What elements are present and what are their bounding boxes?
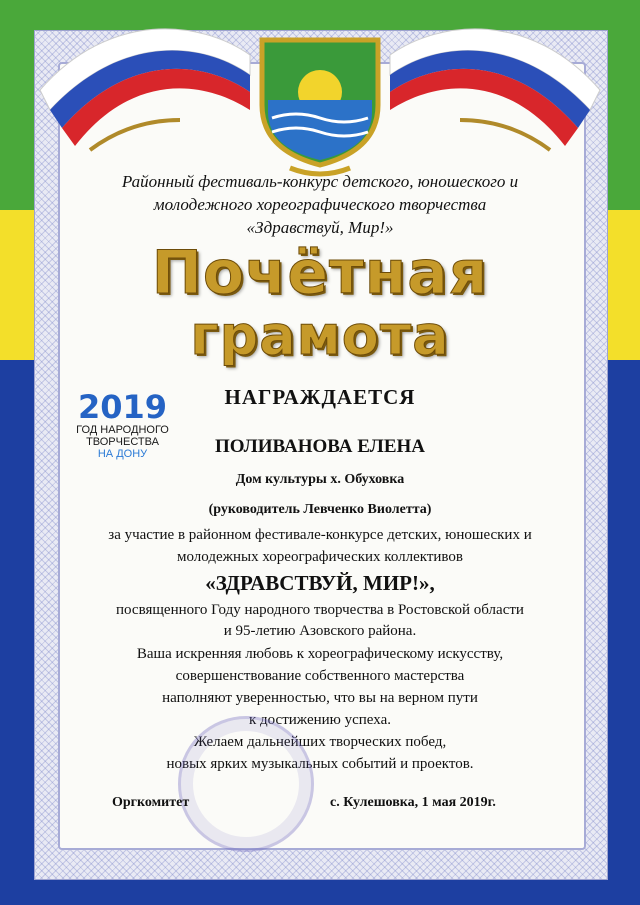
body-text-line-7: наполняют уверенностью, что вы на верном пути <box>162 690 478 706</box>
body-text-line-10: новых ярких музыкальных событий и проектов. <box>166 756 474 772</box>
recipient-organization: Дом культуры х. Обуховка <box>235 472 405 487</box>
logo-line-3: НА ДОНУ <box>97 448 148 460</box>
footer-organizer: Оргкомитет <box>112 795 190 810</box>
logo-year: 2019 <box>77 388 168 426</box>
festival-name: «ЗДРАВСТВУЙ, МИР!», <box>205 571 435 595</box>
festival-title-line-2: молодежного хореографического творчества <box>153 195 487 214</box>
body-text-line-2: молодежных хореографических коллективов <box>177 549 463 565</box>
certificate-title-line-2: грамота <box>190 304 450 367</box>
body-text-line-4: и 95-летию Азовского района. <box>223 623 417 639</box>
recipient-leader: (руководитель Левченко Виолетта) <box>208 502 432 517</box>
body-text-line-5: Ваша искренняя любовь к хореографическому искусству, <box>136 646 504 662</box>
certificate-title-line-1: Почётная <box>151 238 489 308</box>
festival-title-line-3: «Здравствуй, Мир!» <box>246 218 394 237</box>
body-text-line-9: Желаем дальнейших творческих побед, <box>193 734 447 750</box>
laurel-right <box>460 120 550 150</box>
body-text-line-6: совершенствование собственного мастерства <box>175 668 465 684</box>
festival-title-line-1: Районный фестиваль-конкурс детского, юношеского и <box>121 172 519 191</box>
body-text-line-8: к достижению успеха. <box>249 712 391 728</box>
awarded-heading: НАГРАЖДАЕТСЯ <box>224 385 416 409</box>
coat-of-arms-icon <box>262 40 378 174</box>
logo-line-1: ГОД НАРОДНОГО <box>76 424 169 436</box>
footer-place-date: с. Кулешовка, 1 мая 2019г. <box>330 795 496 810</box>
laurel-left <box>90 120 180 150</box>
logo-line-2: ТВОРЧЕСТВА <box>86 436 159 448</box>
official-stamp <box>178 716 314 852</box>
body-text-line-1: за участие в районном фестивале-конкурсе детских, юношеских и <box>108 527 532 543</box>
body-text-line-3: посвященного Году народного творчества в Ростовской области <box>116 602 524 618</box>
recipient-name: ПОЛИВАНОВА ЕЛЕНА <box>214 436 425 457</box>
ribbon-decoration <box>0 0 640 200</box>
